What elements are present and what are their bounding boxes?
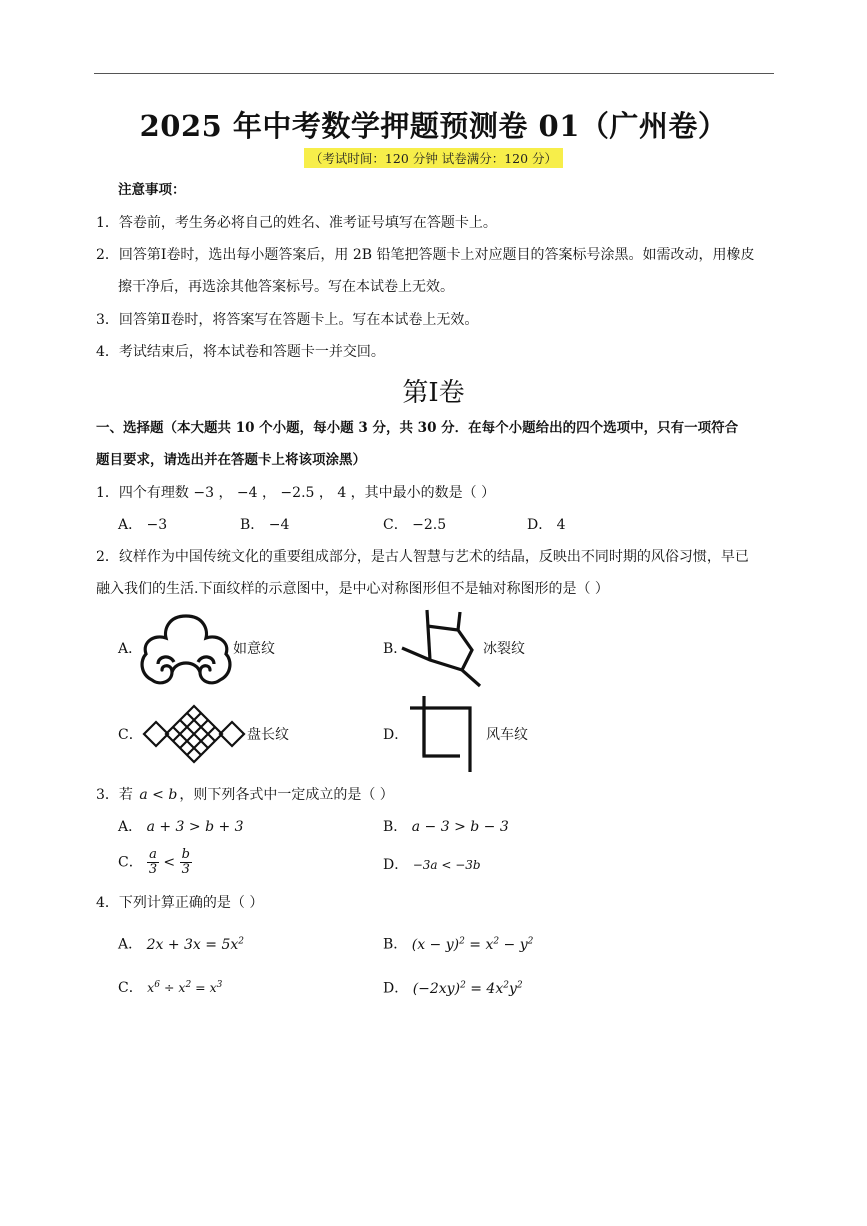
q4-option-a-expr: $2x + 3x = 5x^2$ — [146, 936, 244, 953]
q2-option-c-letter[interactable]: C． — [118, 727, 143, 743]
q3-option-c-op: < — [163, 854, 176, 871]
q2-stem-line1: 2．纹样作为中国传统文化的重要组成部分，是古人智慧与艺术的结晶，反映出不同时期的风俗习惯，早已 — [96, 549, 749, 565]
ice-crack-pattern-icon — [400, 608, 484, 692]
note-item-1: 1．答卷前，考生务必将自己的姓名、准考证号填写在答题卡上。 — [96, 215, 497, 231]
q2-option-a-letter[interactable]: A． — [118, 641, 143, 657]
q4-option-c[interactable] — [118, 976, 222, 997]
header-rule — [94, 73, 774, 74]
note-item-2-cont: 擦干净后，再选涂其他答案标号。写在本试卷上无效。 — [118, 279, 454, 295]
q3-option-c-frac-1: $\frac{a}{3}$ — [148, 847, 158, 877]
subtitle-container — [0, 148, 867, 168]
q4-option-b-expr: $(x - y)^2 = x^2 - y^2$ — [411, 936, 534, 953]
q1-option-c[interactable]: C． −2.5 — [383, 517, 447, 533]
q1-stem: 1．四个有理数 −3 ， −4 ， −2.5 ， 4 ，其中最小的数是（ ） — [96, 485, 496, 501]
q4-option-c-expr: $x^6 \div x^2 = x^3$ — [147, 980, 223, 996]
q4-option-b[interactable] — [383, 932, 533, 954]
q3-option-d-expr: −3a < −3b — [412, 858, 481, 872]
q3-stem — [96, 786, 394, 804]
q3-option-d[interactable] — [383, 856, 481, 874]
q2-option-d-caption: 风车纹 — [486, 727, 528, 743]
note-item-3: 3．回答第Ⅱ卷时，将答案写在答题卡上。写在本试卷上无效。 — [96, 312, 479, 328]
q4-option-d-letter: D． — [383, 980, 409, 997]
note-item-4: 4．考试结束后，将本试卷和答题卡一并交回。 — [96, 344, 385, 360]
q3-option-c-letter: C． — [118, 854, 143, 871]
q3-option-a-expr: a + 3 > b + 3 — [146, 819, 244, 835]
q4-option-b-letter: B． — [383, 936, 408, 953]
q4-option-a-letter: A． — [118, 936, 143, 953]
q3-option-b-expr: a − 3 > b − 3 — [411, 819, 509, 835]
q2-option-b-caption: 冰裂纹 — [483, 641, 525, 657]
q3-stem-prefix: 3．若 — [96, 787, 133, 803]
note-item-2: 2．回答第Ⅰ卷时，选出每小题答案后，用 2B 铅笔把答题卡上对应题目的答案标号涂黑。如需改动，用橡皮 — [96, 247, 755, 263]
panchang-pattern-icon — [142, 704, 246, 764]
q4-option-d[interactable] — [383, 976, 523, 998]
q3-stem-math: a < b — [139, 787, 178, 803]
q3-option-c-frac-2: $\frac{b}{3}$ — [181, 847, 190, 877]
q3-option-c[interactable] — [118, 848, 192, 877]
q3-stem-suffix: ，则下列各式中一定成立的是（ ） — [179, 787, 394, 803]
q4-option-c-letter: C． — [118, 980, 143, 997]
notes-heading: 注意事项： — [118, 182, 186, 198]
q2-option-c-caption: 盘长纹 — [247, 727, 289, 743]
q4-option-a[interactable] — [118, 932, 244, 954]
q2-option-d-letter[interactable]: D． — [383, 727, 409, 743]
section-title: 第Ⅰ卷 — [402, 378, 465, 408]
q2-option-a-caption: 如意纹 — [233, 641, 275, 657]
q1-option-a[interactable]: A． −3 — [118, 517, 168, 533]
q3-option-a[interactable] — [118, 818, 244, 836]
q2-option-b-letter[interactable]: B． — [383, 641, 408, 657]
exam-info-highlight: （考试时间：120 分钟 试卷满分：120 分） — [304, 148, 563, 168]
q3-option-b-letter: B． — [383, 819, 408, 835]
pinwheel-pattern-icon — [408, 694, 476, 774]
q2-stem-line2: 融入我们的生活.下面纹样的示意图中，是中心对称图形但不是轴对称图形的是（ ） — [96, 581, 609, 597]
q3-option-d-letter: D． — [383, 857, 409, 873]
q1-option-d[interactable]: D． 4 — [527, 517, 566, 533]
ruyi-pattern-icon — [138, 612, 234, 686]
q1-option-b[interactable]: B． −4 — [240, 517, 290, 533]
q3-option-b[interactable] — [383, 818, 509, 836]
part1-heading-line1: 一、选择题（本大题共 10 个小题，每小题 3 分，共 30 分．在每个小题给出的四个选项中，只有一项符合 — [96, 420, 739, 436]
page-title: 2025 年中考数学押题预测卷 01（广州卷） — [139, 109, 728, 143]
part1-heading-line2: 题目要求，请选出并在答题卡上将该项涂黑） — [96, 452, 366, 468]
q3-option-a-letter: A． — [118, 819, 143, 835]
q4-option-d-expr: $(-2xy)^2 = 4x^2y^2$ — [412, 980, 523, 997]
q4-stem: 4．下列计算正确的是（ ） — [96, 895, 264, 911]
